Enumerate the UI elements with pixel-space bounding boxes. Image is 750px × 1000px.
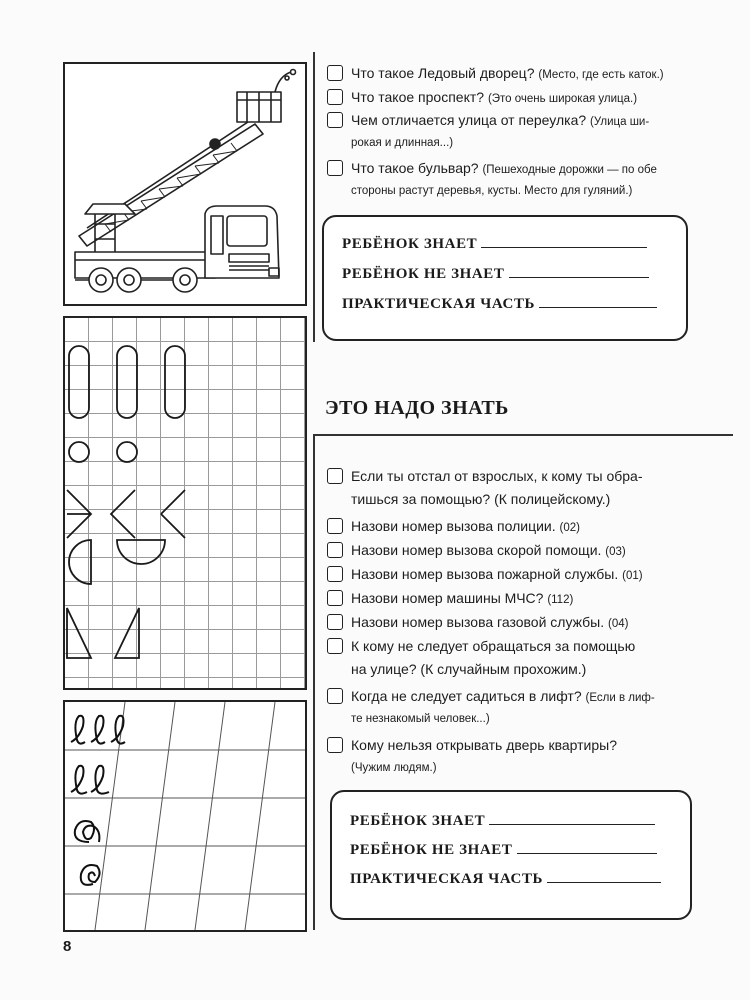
assessment-knows: РЕБЁНОК ЗНАЕТ — [342, 235, 647, 253]
assessment-box — [330, 790, 692, 920]
question-text: Что такое Ледовый дворец? — [351, 65, 535, 81]
answer-note-cont: (Чужим людям.) — [351, 762, 437, 774]
answer-line[interactable] — [489, 812, 655, 825]
assessment-not-knows: РЕБЁНОК НЕ ЗНАЕТ — [342, 265, 649, 283]
checkbox[interactable] — [327, 65, 343, 81]
answer-line[interactable] — [481, 235, 647, 248]
question-text: Назови номер вызова скорой помощи. — [351, 542, 602, 558]
question-text: Назови номер вызова полиции. — [351, 518, 556, 534]
trace-shape — [111, 490, 135, 538]
assessment-not-knows: РЕБЁНОК НЕ ЗНАЕТ — [350, 841, 657, 859]
question-text: Назови номер машины МЧС? — [351, 590, 544, 606]
answer-note: (02) — [559, 522, 580, 534]
answer-note: (03) — [605, 546, 626, 558]
trace-shape — [67, 608, 91, 658]
checkbox[interactable] — [327, 590, 343, 606]
assessment-box — [322, 215, 688, 341]
checkbox[interactable] — [327, 112, 343, 128]
answer-line[interactable] — [547, 870, 661, 883]
trace-shape — [67, 490, 91, 538]
answer-note: (Это очень широкая улица.) — [487, 93, 638, 105]
page-number: 8 — [63, 938, 72, 955]
section-title: ЭТО НАДО ЗНАТЬ — [325, 397, 509, 419]
question-text: Что такое бульвар? — [351, 160, 479, 176]
trace-shape — [165, 346, 185, 418]
assessment-practical: ПРАКТИЧЕСКАЯ ЧАСТЬ — [342, 295, 657, 313]
trace-shape — [117, 540, 165, 564]
tracing-grid — [63, 316, 307, 690]
checkbox[interactable] — [327, 518, 343, 534]
section-divider — [313, 434, 733, 436]
answer-note: (Пешеходные дорожки — по обе — [482, 164, 657, 176]
answer-note: (Место, где есть каток.) — [538, 69, 664, 81]
answer-line[interactable] — [517, 841, 657, 854]
answer-note-cont: стороны растут деревья, кусты. Место для гуляний.) — [351, 185, 633, 197]
column-divider — [313, 436, 315, 930]
assessment-knows: РЕБЁНОК ЗНАЕТ — [350, 812, 655, 830]
checkbox[interactable] — [327, 566, 343, 582]
answer-line[interactable] — [509, 265, 649, 278]
question-text: К кому не следует обращаться за помощью — [351, 638, 636, 654]
column-divider — [313, 52, 315, 342]
answer-note: (01) — [622, 570, 643, 582]
fire-truck-icon — [65, 64, 305, 304]
answer-note: (Если в лиф- — [585, 692, 655, 704]
question-text: Назови номер вызова пожарной службы. — [351, 566, 619, 582]
tracing-shapes — [65, 318, 305, 688]
checkbox[interactable] — [327, 638, 343, 654]
answer-note: (112) — [547, 594, 574, 606]
cursive-lines — [65, 702, 305, 930]
question-text: Если ты отстал от взрослых, к кому ты обра- — [351, 468, 643, 484]
trace-shape — [115, 608, 139, 658]
fire-truck-illustration — [63, 62, 307, 306]
question-text: Чем отличается улица от переулка? — [351, 112, 587, 128]
answer-note-cont: те незнакомый человек...) — [351, 713, 490, 725]
question-text: Что такое проспект? — [351, 89, 485, 105]
checkbox[interactable] — [327, 542, 343, 558]
checkbox[interactable] — [327, 89, 343, 105]
question-text-cont: на улице? (К случайным прохожим.) — [351, 661, 587, 677]
trace-shape — [117, 346, 137, 418]
checkbox[interactable] — [327, 737, 343, 753]
question-text-cont: тишься за помощью? (К полицейскому.) — [351, 491, 611, 507]
trace-shape — [161, 490, 185, 538]
answer-line[interactable] — [539, 295, 657, 308]
answer-note: (Улица ши- — [590, 116, 650, 128]
question-text: Когда не следует садиться в лифт? — [351, 688, 582, 704]
trace-shape — [117, 442, 137, 462]
trace-shape — [69, 346, 89, 418]
checkbox[interactable] — [327, 160, 343, 176]
answer-note: (04) — [608, 618, 629, 630]
trace-shape — [69, 540, 91, 584]
answer-note-cont: рокая и длинная...) — [351, 137, 454, 149]
question-text: Назови номер вызова газовой службы. — [351, 614, 605, 630]
assessment-practical: ПРАКТИЧЕСКАЯ ЧАСТЬ — [350, 870, 661, 888]
checkbox[interactable] — [327, 614, 343, 630]
trace-shape — [69, 442, 89, 462]
question-text: Кому нельзя открывать дверь квартиры? — [351, 737, 617, 753]
checkbox[interactable] — [327, 468, 343, 484]
checkbox[interactable] — [327, 688, 343, 704]
cursive-practice — [63, 700, 307, 932]
